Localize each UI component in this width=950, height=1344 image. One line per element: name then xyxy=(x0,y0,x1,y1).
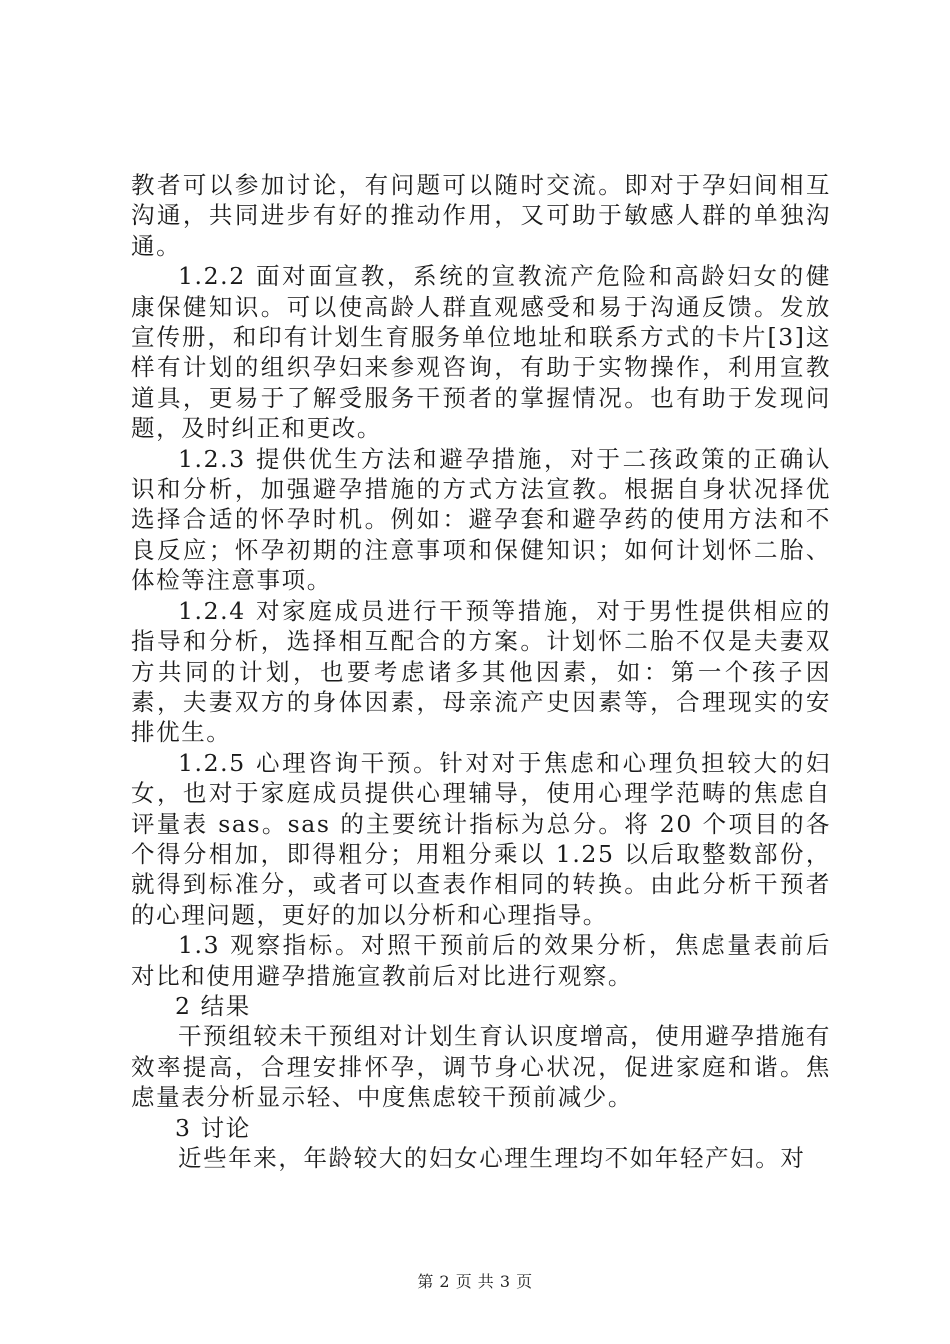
paragraph-1-2-3: 1.2.3 提供优生方法和避孕措施，对于二孩政策的正确认识和分析，加强避孕措施的方式方法宣教。根据自身状况择优选择合适的怀孕时机。例如：避孕套和避孕药的使用方法和不良反应；怀孕初期的注意事项和保健知识；如何计划怀二胎、体检等注意事项。 xyxy=(131,444,831,595)
paragraph-1-3: 1.3 观察指标。对照干预前后的效果分析，焦虑量表前后对比和使用避孕措施宣教前后对比进行观察。 xyxy=(131,931,831,990)
document-body xyxy=(131,170,831,1173)
section-heading-results: 2 结果 xyxy=(175,991,251,1020)
paragraph-1-2-2: 1.2.2 面对面宣教，系统的宣教流产危险和高龄妇女的健康保健知识。可以使高龄人群直观感受和易于沟通反馈。发放宣传册，和印有计划生育服务单位地址和联系方式的卡片[3]这样有计划的组织孕妇来参观咨询，有助于实物操作，利用宣教道具，更易于了解受服务干预者的掌握情况。也有助于发现问题，及时纠正和更改。 xyxy=(131,262,831,443)
section-heading-discussion: 3 讨论 xyxy=(175,1113,251,1142)
paragraph-continuation: 教者可以参加讨论，有问题可以随时交流。即对于孕妇间相互沟通，共同进步有好的推动作用，又可助于敏感人群的单独沟通。 xyxy=(131,171,831,260)
paragraph-results: 干预组较未干预组对计划生育认识度增高，使用避孕措施有效率提高，合理安排怀孕，调节身心状况，促进家庭和谐。焦虑量表分析显示轻、中度焦虑较干预前减少。 xyxy=(131,1022,831,1112)
paragraph-1-2-4: 1.2.4 对家庭成员进行干预等措施，对于男性提供相应的指导和分析，选择相互配合的方案。计划怀二胎不仅是夫妻双方共同的计划，也要考虑诸多其他因素，如：第一个孩子因素，夫妻双方的身体因素，母亲流产史因素等，合理现实的安排优生。 xyxy=(131,596,831,747)
page-footer: 第 2 页 共 3 页 xyxy=(417,1272,533,1291)
paragraph-discussion: 近些年来，年龄较大的妇女心理生理均不如年轻产妇。对 xyxy=(178,1144,806,1172)
paragraph-1-2-5: 1.2.5 心理咨询干预。针对对于焦虑和心理负担较大的妇女，也对于家庭成员提供心理辅导，使用心理学范畴的焦虑自评量表 sas。sas 的主要统计指标为总分。将 20 个项目的各个得分相加，即得粗分；用粗分乘以 1.25 以后取整数部份，就得到标准分，或者可以查表作相同的转换。由此分析干预者的心理问题，更好的加以分析和心理指导。 xyxy=(131,748,831,929)
